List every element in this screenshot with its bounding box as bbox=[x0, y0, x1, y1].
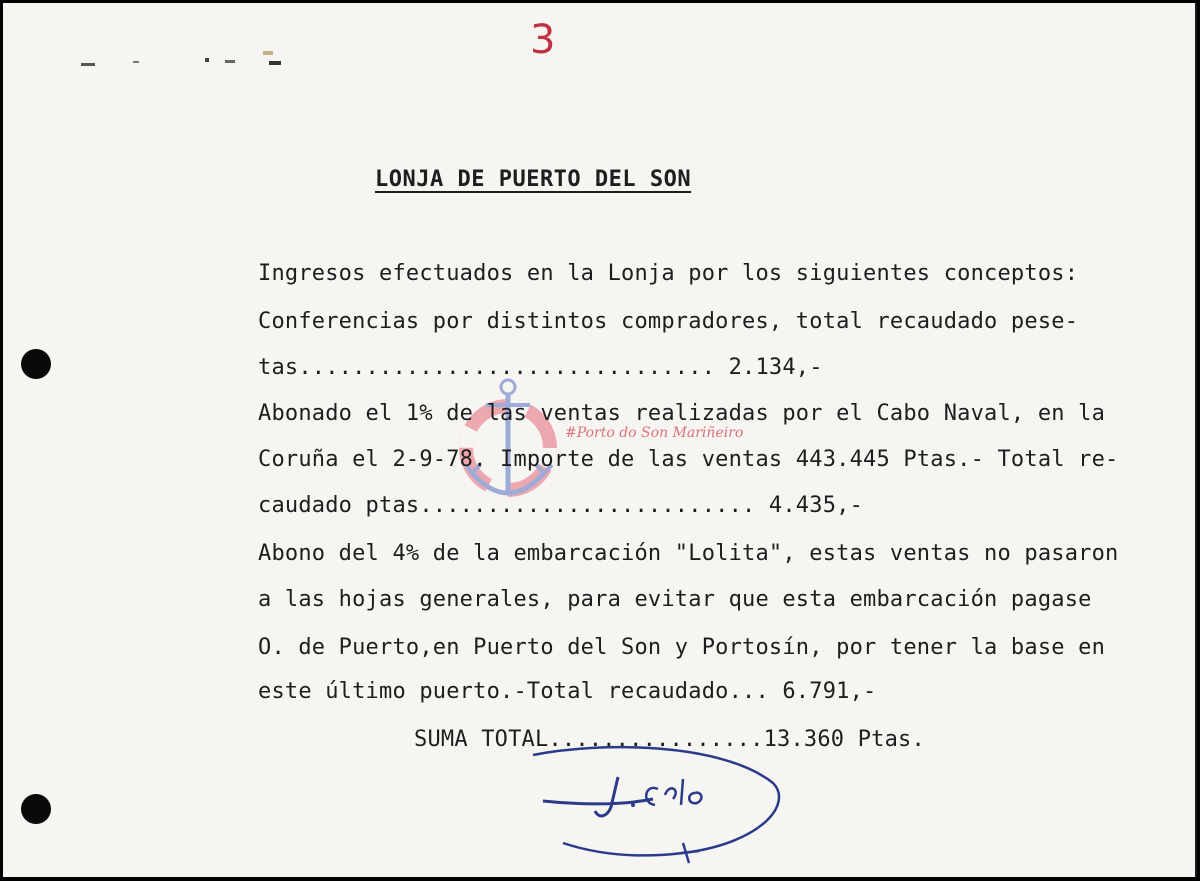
page-number: 3 bbox=[530, 17, 556, 63]
body-line: caudado ptas......................... 4.435,- bbox=[258, 493, 864, 518]
document-page bbox=[3, 3, 1197, 877]
body-line: este último puerto.-Total recaudado... 6.791,- bbox=[258, 679, 877, 704]
body-line: Abono del 4% de la embarcación "Lolita", estas ventas no pasaron bbox=[258, 541, 1119, 566]
punch-hole-top bbox=[21, 349, 51, 379]
body-line: tas............................... 2.134,- bbox=[258, 355, 823, 380]
handwritten-signature bbox=[523, 743, 803, 873]
body-line: Ingresos efectuados en la Lonja por los siguientes conceptos: bbox=[258, 261, 1079, 286]
body-line: O. de Puerto,en Puerto del Son y Portosín, por tener la base en bbox=[258, 635, 1106, 660]
body-line: Abonado el 1% de las ventas realizadas por el Cabo Naval, en la bbox=[258, 401, 1106, 426]
body-line: Conferencias por distintos compradores, total recaudado pese- bbox=[258, 309, 1079, 334]
watermark-text: #Porto do Son Mariñeiro bbox=[565, 425, 744, 441]
total-line: SUMA TOTAL................13.360 Ptas. bbox=[414, 727, 925, 752]
paper-specks bbox=[73, 51, 303, 81]
punch-hole-bottom bbox=[21, 794, 51, 824]
body-line: a las hojas generales, para evitar que esta embarcación pagase bbox=[258, 587, 1092, 612]
document-title: LONJA DE PUERTO DEL SON bbox=[375, 167, 692, 192]
body-line: Coruña el 2-9-78. Importe de las ventas 443.445 Ptas.- Total re- bbox=[258, 447, 1119, 472]
